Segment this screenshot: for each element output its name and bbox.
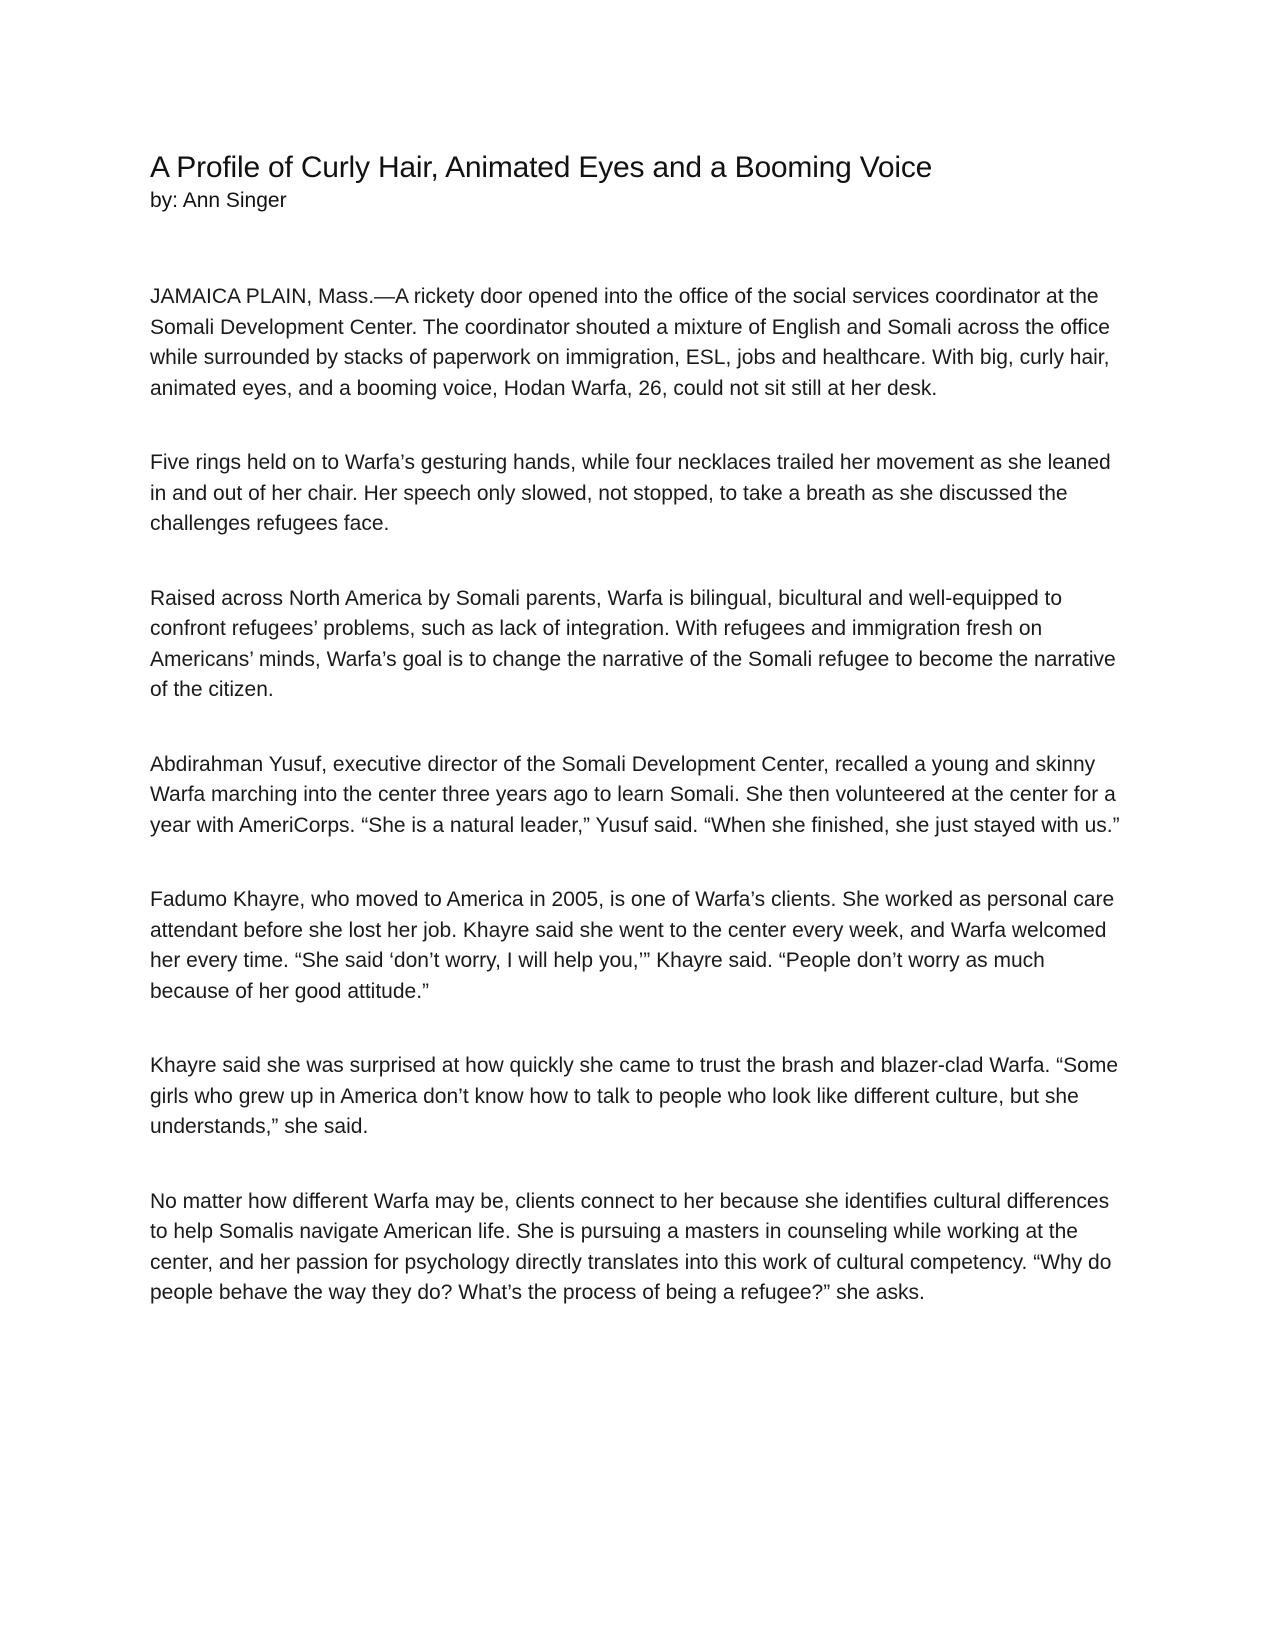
article-body bbox=[150, 282, 1130, 1353]
article-header bbox=[150, 150, 1150, 214]
paragraph-6: Khayre said she was surprised at how quickly she came to trust the brash and blazer-clad Warfa. “Some girls who grew up in America don’t know how to talk to people who look like different culture, but she understands,” she said. bbox=[150, 1054, 1118, 1138]
paragraph-2: Five rings held on to Warfa’s gesturing hands, while four necklaces trailed her movement as she leaned in and out of her chair. Her speech only slowed, not stopped, to take a breath as she discussed the challenges refugees face. bbox=[150, 451, 1111, 535]
paragraph-3: Raised across North America by Somali parents, Warfa is bilingual, bicultural and well-equipped to confront refugees’ problems, such as lack of integration. With refugees and immigration fresh on Americans’ minds, Warfa’s goal is to change the narrative of the Somali refugee to become the narrative of the citizen. bbox=[150, 586, 1116, 701]
article-byline: by: Ann Singer bbox=[150, 189, 287, 212]
paragraph-5: Fadumo Khayre, who moved to America in 2005, is one of Warfa’s clients. She worked as personal care attendant before she lost her job. Khayre said she went to the center every week, and Warfa welcomed her every time. “She said ‘don’t worry, I will help you,’” Khayre said. “People don’t worry as much because of her good attitude.” bbox=[150, 888, 1115, 1003]
article-title: A Profile of Curly Hair, Animated Eyes and a Booming Voice bbox=[150, 151, 933, 184]
paragraph-4: Abdirahman Yusuf, executive director of the Somali Development Center, recalled a young and skinny Warfa marching into the center three years ago to learn Somali. She then volunteered at the center for a year with AmeriCorps. “She is a natural leader,” Yusuf said. “When she finished, she just stayed with us.” bbox=[150, 752, 1120, 837]
paragraph-7: No matter how different Warfa may be, clients connect to her because she identifies cultural differences to help Somalis navigate American life. She is pursuing a masters in counseling while working at the center, and her passion for psychology directly translates into this work of cultural competency. “Why do people behave the way they do? What’s the process of being a refugee?” she asks. bbox=[150, 1189, 1112, 1304]
paragraph-1: JAMAICA PLAIN, Mass.—A rickety door opened into the office of the social services coordinator at the Somali Development Center. The coordinator shouted a mixture of English and Somali across the office while surrounded by stacks of paperwork on immigration, ESL, jobs and healthcare. With big, curly hair, animated eyes, and a booming voice, Hodan Warfa, 26, could not sit still at her desk. bbox=[150, 285, 1110, 400]
